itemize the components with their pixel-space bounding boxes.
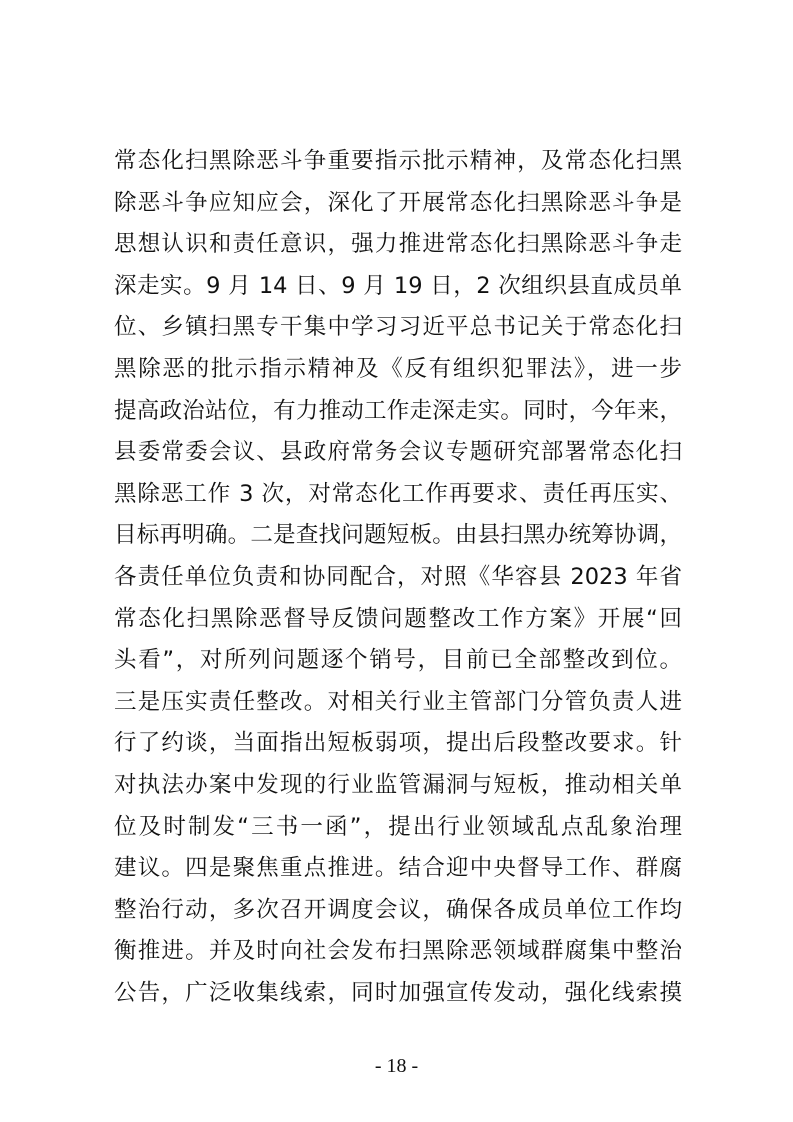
text-line: 各责任单位负责和协同配合，对照《华容县 2023 年省	[114, 563, 682, 590]
text-line: 公告，广泛收集线索，同时加强宣传发动，强化线索摸	[114, 979, 682, 1006]
text-line: 头看”，对所列问题逐个销号，目前已全部整改到位。	[114, 647, 682, 674]
text-line: 三是压实责任整改。对相关行业主管部门分管负责人进	[114, 688, 682, 715]
text-line: 建议。四是聚焦重点推进。结合迎中央督导工作、群腐	[114, 855, 682, 882]
text-line: 整治行动，多次召开调度会议，确保各成员单位工作均	[114, 896, 682, 923]
text-line: 县委常委会议、县政府常务会议专题研究部署常态化扫	[114, 439, 682, 466]
text-line: 位、乡镇扫黑专干集中学习习近平总书记关于常态化扫	[114, 314, 682, 341]
page-number: - 18 -	[374, 1055, 419, 1077]
text-line: 黑除恶工作 3 次，对常态化工作再要求、责任再压实、	[114, 480, 682, 507]
text-line: 常态化扫黑除恶督导反馈问题整改工作方案》开展“回	[114, 605, 682, 632]
body-text	[114, 141, 682, 1014]
text-line: 衡推进。并及时向社会发布扫黑除恶领域群腐集中整治	[114, 938, 682, 965]
text-line: 除恶斗争应知应会，深化了开展常态化扫黑除恶斗争是	[114, 189, 682, 216]
text-line: 提高政治站位，有力推动工作走深走实。同时，今年来，	[114, 397, 682, 424]
text-line: 行了约谈，当面指出短板弱项，提出后段整改要求。针	[114, 730, 682, 757]
text-line: 思想认识和责任意识，强力推进常态化扫黑除恶斗争走	[114, 231, 682, 258]
text-line: 对执法办案中发现的行业监管漏洞与短板，推动相关单	[114, 771, 682, 798]
text-line: 深走实。9 月 14 日、9 月 19 日，2 次组织县直成员单	[114, 272, 682, 299]
text-line: 位及时制发“三书一函”，提出行业领域乱点乱象治理	[114, 813, 682, 840]
text-line: 常态化扫黑除恶斗争重要指示批示精神，及常态化扫黑	[114, 148, 682, 174]
text-line: 目标再明确。二是查找问题短板。由县扫黑办统筹协调，	[114, 522, 682, 549]
text-line: 黑除恶的批示指示精神及《反有组织犯罪法》，进一步	[114, 355, 682, 382]
